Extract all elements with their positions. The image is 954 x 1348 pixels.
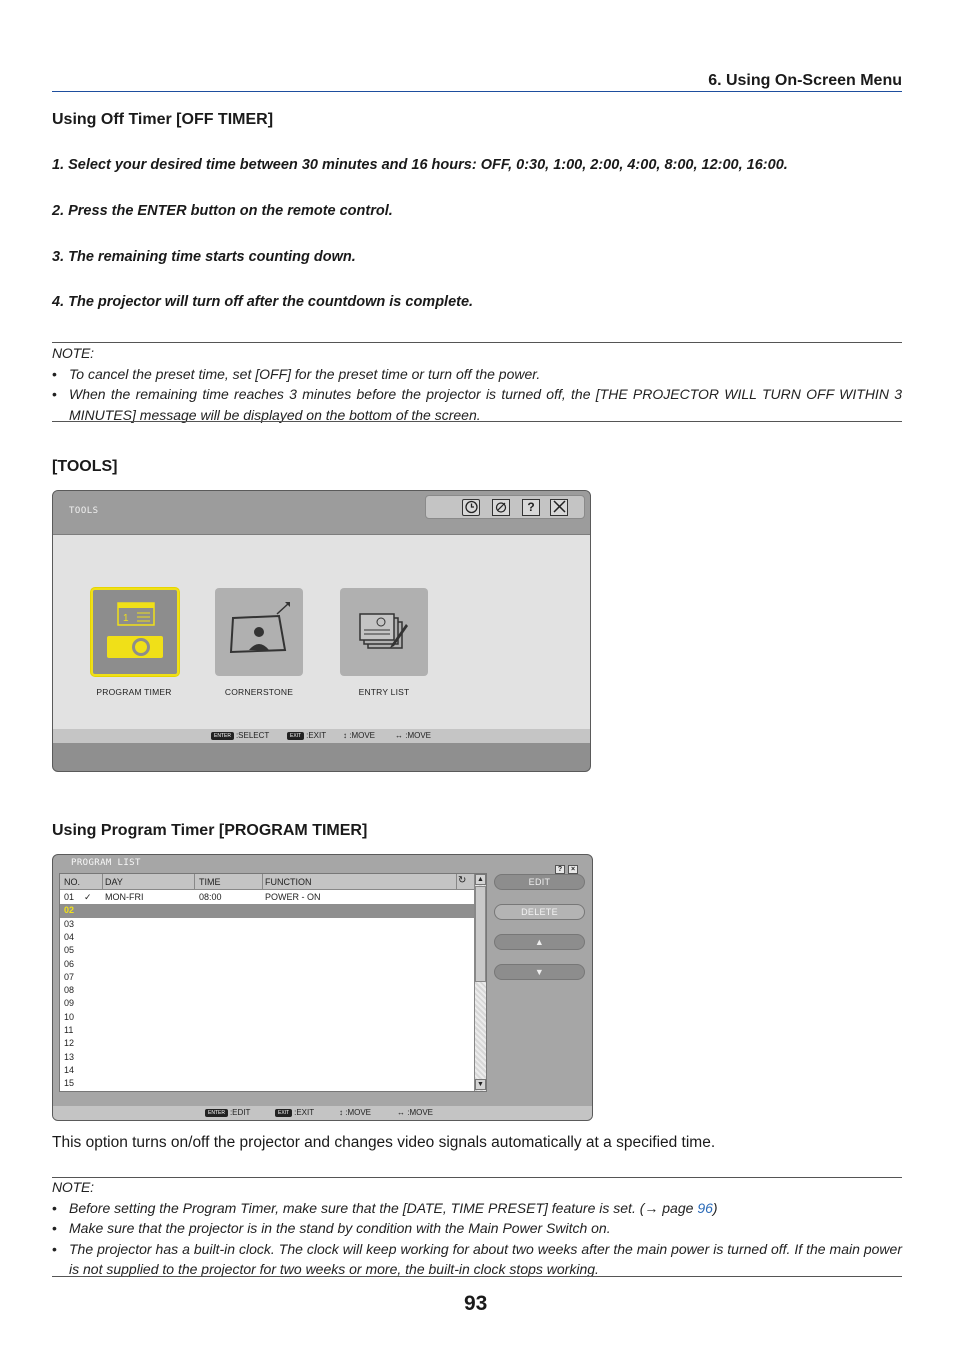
- table-row[interactable]: [60, 1077, 474, 1090]
- row-number: 05: [64, 945, 75, 956]
- program-timer-icon: [93, 590, 177, 674]
- col-header-time: TIME: [199, 877, 221, 887]
- scroll-down-arrow-icon[interactable]: ▼: [475, 1079, 486, 1090]
- table-row[interactable]: [60, 944, 474, 957]
- enter-key-badge: ENTER: [211, 732, 234, 740]
- status-move-horizontal: ↔ :MOVE: [395, 731, 432, 740]
- note-bottom-rule: [52, 421, 902, 422]
- table-header: [60, 874, 474, 890]
- enter-key-badge: ENTER: [205, 1109, 228, 1117]
- table-row[interactable]: [60, 1024, 474, 1037]
- table-row[interactable]: [60, 891, 474, 904]
- list-scrollbar[interactable]: [474, 874, 486, 1091]
- clock-icon[interactable]: [462, 499, 480, 516]
- cornerstone-label: CORNERSTONE: [224, 687, 294, 697]
- move-down-button[interactable]: ▼: [494, 964, 585, 980]
- row-check: ✓: [84, 892, 92, 902]
- status-edit: [205, 1108, 250, 1117]
- eco-icon[interactable]: [492, 499, 510, 516]
- table-row[interactable]: [60, 971, 474, 984]
- refresh-icon[interactable]: ↻: [458, 875, 467, 886]
- col-header-no: NO.: [64, 877, 81, 887]
- table-row[interactable]: [60, 984, 474, 997]
- table-row[interactable]: [60, 997, 474, 1010]
- row-number: 09: [64, 998, 75, 1009]
- status-select: [211, 731, 269, 740]
- table-row[interactable]: [60, 958, 474, 971]
- page-link[interactable]: 96: [697, 1199, 713, 1216]
- program-timer-description: This option turns on/off the projector and changes video signals automatically at a specified time.: [52, 1134, 716, 1151]
- column-divider: [262, 874, 263, 890]
- note-bullet-text: Before setting the Program Timer, make sure that the [DATE, TIME PRESET] feature is set. (→ page: [69, 1199, 698, 1216]
- program-list-window: [52, 854, 593, 1121]
- header-rule: [52, 91, 902, 92]
- off-timer-heading: Using Off Timer [OFF TIMER]: [52, 111, 274, 128]
- program-timer-label: PROGRAM TIMER: [96, 687, 172, 697]
- program-timer-heading: Using Program Timer [PROGRAM TIMER]: [52, 822, 368, 839]
- row-time: 08:00: [199, 892, 222, 902]
- row-number: 13: [64, 1051, 75, 1062]
- status-exit: [287, 731, 326, 740]
- scroll-up-arrow-icon[interactable]: ▲: [475, 874, 486, 885]
- row-number: 06: [64, 958, 75, 969]
- row-number: 12: [64, 1038, 75, 1049]
- help-icon[interactable]: ?: [555, 865, 565, 874]
- exit-key-badge: EXIT: [287, 732, 304, 740]
- row-number: 14: [64, 1064, 75, 1075]
- svg-text:1: 1: [123, 613, 129, 624]
- program-list-title: PROGRAM LIST: [71, 858, 141, 868]
- note-label: NOTE:: [52, 345, 94, 361]
- column-divider: [194, 874, 195, 890]
- row-number: 01: [64, 892, 75, 902]
- row-number: 10: [64, 1011, 75, 1022]
- tools-heading: [TOOLS]: [52, 458, 118, 475]
- status-select-text: :SELECT: [235, 731, 270, 740]
- status-exit-text: :EXIT: [294, 1108, 315, 1117]
- row-number: 07: [64, 971, 75, 982]
- status-exit-text: :EXIT: [306, 731, 327, 740]
- tools-statusbar: [53, 729, 590, 743]
- off-timer-note: [52, 343, 902, 425]
- program-timer-tile[interactable]: [91, 588, 179, 676]
- note-bullet: • To cancel the preset time, set [OFF] for the preset time or turn off the power.: [52, 364, 902, 385]
- tools-window-title: TOOLS: [69, 506, 99, 516]
- status-move-vertical: ↕ :MOVE: [343, 731, 376, 740]
- note-label: NOTE:: [52, 1179, 94, 1195]
- entry-list-label: ENTRY LIST: [358, 687, 410, 697]
- program-list-statusbar: [53, 1106, 592, 1121]
- table-row[interactable]: [60, 1064, 474, 1077]
- entry-list-icon: [340, 588, 428, 676]
- col-header-function: FUNCTION: [265, 877, 312, 887]
- program-timer-note: [52, 1177, 902, 1280]
- close-icon[interactable]: ×: [568, 865, 578, 874]
- exit-key-badge: EXIT: [275, 1109, 292, 1117]
- col-header-day: DAY: [105, 877, 123, 887]
- scroll-thumb[interactable]: [475, 886, 486, 982]
- note-bullet-text: ): [712, 1199, 718, 1216]
- note-bullet: • Make sure that the projector is in the stand by condition with the Main Power Switch on.: [52, 1218, 902, 1239]
- row-number: 15: [64, 1078, 75, 1089]
- step-4: 4. The projector will turn off after the countdown is complete.: [52, 294, 474, 310]
- note-bullet: • When the remaining time reaches 3 minutes before the projector is turned off, the [THE PROJECTOR WILL TURN OFF WITHIN 3 MINUTES] message will be displayed on the bottom of the screen.: [52, 384, 902, 425]
- step-2: 2. Press the ENTER button on the remote control.: [52, 203, 393, 219]
- note2-bottom-rule: [52, 1276, 902, 1277]
- status-move-vertical: ↕ :MOVE: [339, 1108, 372, 1117]
- column-divider: [456, 874, 457, 890]
- help-icon[interactable]: ?: [522, 499, 540, 516]
- entry-list-tile[interactable]: [340, 588, 428, 676]
- tools-iconbar: [425, 495, 585, 519]
- row-number: 11: [64, 1025, 74, 1035]
- step-1: 1. Select your desired time between 30 minutes and 16 hours: OFF, 0:30, 1:00, 2:00, 4:00, 8:00, 12:00, 16:00.: [52, 157, 788, 173]
- table-row[interactable]: [60, 918, 474, 931]
- move-up-button[interactable]: ▲: [494, 934, 585, 950]
- step-3: 3. The remaining time starts counting down.: [52, 249, 356, 265]
- table-row[interactable]: [60, 1051, 474, 1064]
- note-bullet: • The projector has a built-in clock. The clock will keep working for about two weeks after the main power is turned off. If the main power is not supplied to the projector for two weeks or more, the built-in clock stops working.: [52, 1239, 902, 1280]
- row-number: 03: [64, 918, 75, 929]
- tools-titlebar: [53, 491, 590, 535]
- row-number: 04: [64, 931, 75, 942]
- status-exit: [275, 1108, 314, 1117]
- table-row[interactable]: [60, 904, 474, 917]
- status-move-horizontal: ↔ :MOVE: [397, 1108, 434, 1117]
- close-icon[interactable]: [550, 499, 568, 516]
- tools-window: [52, 490, 591, 772]
- table-row[interactable]: [60, 931, 474, 944]
- table-row[interactable]: [60, 1011, 474, 1024]
- column-divider: [102, 874, 103, 890]
- row-number: 08: [64, 985, 75, 996]
- tools-body: [53, 535, 590, 729]
- cornerstone-tile[interactable]: [215, 588, 303, 676]
- note-bullet: [52, 1198, 902, 1219]
- status-edit-text: :EDIT: [229, 1108, 251, 1117]
- cornerstone-icon: [215, 588, 303, 676]
- program-list-table: [59, 873, 487, 1092]
- row-day: MON-FRI: [105, 892, 144, 902]
- page-number: 93: [464, 1292, 488, 1315]
- chapter-title: 6. Using On-Screen Menu: [708, 72, 902, 89]
- edit-button[interactable]: EDIT: [494, 874, 585, 890]
- row-number: 02: [64, 905, 75, 916]
- row-function: POWER - ON: [265, 892, 321, 902]
- delete-button[interactable]: DELETE: [494, 904, 585, 920]
- table-row[interactable]: [60, 1037, 474, 1050]
